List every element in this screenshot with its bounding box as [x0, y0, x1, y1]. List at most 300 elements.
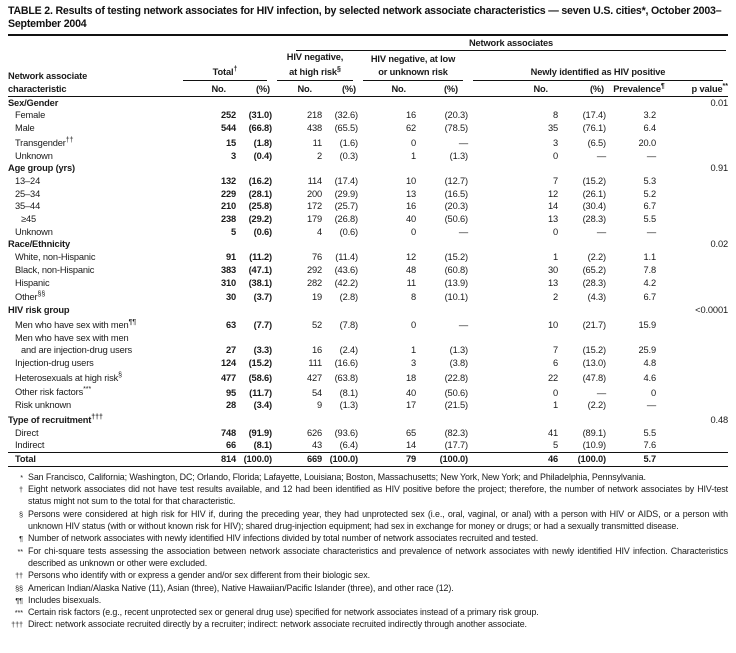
newly-pct-cell: (4.3) — [587, 292, 606, 303]
lowrisk-no-cell — [358, 412, 416, 427]
row-label: Total — [8, 453, 178, 467]
total-pct-cell: (3.3) — [253, 345, 272, 356]
lowrisk-pct-cell: — — [458, 137, 468, 148]
highrisk-pct-cell: (43.6) — [334, 264, 358, 275]
table-row — [8, 427, 728, 440]
total-pct-cell: (16.2) — [248, 175, 272, 186]
row-label: Injection-drug users — [15, 357, 94, 368]
highrisk-pct-cell: (93.6) — [334, 427, 358, 438]
highrisk-no-cell: 292 — [306, 264, 322, 275]
footnote — [8, 483, 728, 508]
footnote-text: Includes bisexuals. — [28, 594, 102, 605]
prevalence-cell: 5.2 — [643, 188, 656, 199]
footnote-text: Number of network associates with newly identified HIV infections divided by total number of network associates recruited and tested. — [28, 533, 539, 544]
footnote-marker: ††† — [11, 620, 23, 630]
lowrisk-no-cell: 3 — [410, 357, 416, 368]
newly-pct-cell: (17.4) — [582, 110, 606, 121]
highrisk-no-cell: 626 — [306, 427, 322, 438]
row-label: Sex/Gender — [8, 97, 59, 108]
pvalue-cell — [672, 188, 728, 201]
newly-pct-cell: (100.0) — [558, 453, 606, 467]
newly-pct-cell: (65.2) — [582, 264, 606, 275]
prevalence-cell — [606, 304, 672, 317]
footnote-marker: ** — [17, 546, 23, 556]
highrisk-no-cell: 427 — [306, 372, 322, 383]
group-header-row — [8, 51, 728, 81]
network-associates-span-header — [272, 37, 728, 52]
footnote — [8, 569, 728, 581]
footnote-text: Certain risk factors (e.g., recent unprotected sex or general drug use) specified for network associates instead of a primary risk group. — [28, 607, 539, 618]
spanning-header-row — [8, 37, 728, 52]
lowrisk-pct-cell: (1.3) — [449, 345, 468, 356]
newly-no-cell: 14 — [547, 201, 558, 212]
newly-no-cell: 30 — [547, 264, 558, 275]
lowrisk-pct-cell: (16.5) — [444, 188, 468, 199]
pvalue-cell — [672, 226, 728, 239]
lowrisk-pct-cell: (21.5) — [444, 400, 468, 411]
table-row — [8, 213, 728, 226]
lowrisk-pct-cell: (60.8) — [444, 264, 468, 275]
pvalue-cell — [672, 439, 728, 452]
table-title: TABLE 2. Results of testing network associates for HIV infection, by selected network associate characteristics — seven U.S. cities*, October 2003–September 2004 — [8, 5, 722, 30]
network-associates-label: Network associates — [296, 37, 726, 52]
lowrisk-no-cell: 12 — [405, 252, 416, 263]
lowrisk-no-cell: 8 — [410, 292, 416, 303]
highrisk-no-cell: 200 — [306, 188, 322, 199]
prevalence-cell: 3.2 — [643, 110, 656, 121]
row-label: Men who have sex with men¶¶ — [15, 318, 137, 330]
total-pct-cell: (8.1) — [253, 440, 272, 451]
row-label: Race/Ethnicity — [8, 239, 70, 250]
total-pct-cell: (91.9) — [248, 427, 272, 438]
lowrisk-pct-cell: (50.6) — [444, 214, 468, 225]
table-row — [8, 175, 728, 188]
lowrisk-no-cell: 14 — [405, 440, 416, 451]
table-row — [8, 357, 728, 370]
total-no-cell: 544 — [220, 123, 236, 133]
total-no-cell — [178, 332, 236, 345]
total-pct-cell: (29.2) — [248, 214, 272, 225]
total-no-cell: 229 — [220, 188, 236, 199]
total-no-cell — [178, 96, 236, 109]
footnote-marker: †† — [15, 571, 23, 581]
prevalence-cell: 4.2 — [643, 277, 656, 288]
total-pct-cell — [236, 238, 272, 251]
category-row — [8, 304, 728, 317]
pvalue-cell — [672, 399, 728, 412]
pvalue-cell — [672, 251, 728, 264]
table-row — [8, 384, 728, 399]
total-no-cell: 63 — [225, 319, 236, 330]
newly-no-header: No. — [468, 81, 558, 96]
newly-no-cell: 35 — [547, 123, 558, 133]
footnote — [8, 606, 728, 618]
newly-pct-cell — [558, 238, 606, 251]
row-label: ≥45 — [21, 214, 36, 225]
lowrisk-no-cell: 0 — [410, 319, 416, 330]
highrisk-pct-cell: (65.5) — [334, 123, 358, 133]
total-no-cell: 238 — [220, 214, 236, 225]
row-label: 25–34 — [15, 188, 41, 199]
highrisk-pct-cell — [322, 238, 358, 251]
footnote-marker: † — [19, 485, 23, 495]
total-no-cell: 91 — [225, 252, 236, 263]
newly-no-cell: 5 — [552, 440, 558, 451]
row-label: Female — [15, 110, 46, 121]
footnote — [8, 471, 728, 483]
lowrisk-pct-cell: (13.9) — [444, 277, 468, 288]
newly-no-cell: 8 — [552, 110, 558, 121]
newly-no-cell: 7 — [552, 175, 558, 186]
newly-no-cell: 0 — [552, 226, 558, 237]
highrisk-no-cell: 282 — [306, 277, 322, 288]
prevalence-cell — [606, 412, 672, 427]
prevalence-cell: 5.5 — [643, 427, 656, 438]
highrisk-no-cell: 9 — [316, 400, 322, 411]
prevalence-cell: 5.5 — [643, 214, 656, 225]
newly-pct-cell: — — [596, 226, 606, 237]
table-row — [8, 264, 728, 277]
lowrisk-pct-cell — [416, 96, 468, 109]
lowrisk-no-cell: 16 — [405, 201, 416, 212]
total-no-cell: 310 — [220, 277, 236, 288]
newly-pct-cell: (76.1) — [582, 123, 606, 133]
row-label: HIV risk group — [8, 305, 70, 316]
lowrisk-pct-cell — [416, 238, 468, 251]
pvalue-cell — [672, 277, 728, 290]
total-pct-cell — [236, 332, 272, 345]
newly-pct-cell: (10.9) — [582, 440, 606, 451]
row-label: Type of recruitment††† — [8, 413, 103, 426]
footnote-text: San Francisco, California; Washington, DC; Orlando, Florida; Lafayette, Louisiana; Boston, Massachusetts; New York, New York; and Philadelphia, Pennsylvania. — [28, 471, 646, 482]
total-pct-cell: (3.4) — [253, 400, 272, 411]
row-label: Other§§ — [15, 291, 46, 303]
lowrisk-pct-cell: (20.3) — [444, 201, 468, 212]
highrisk-no-cell: 52 — [311, 319, 322, 330]
prevalence-cell — [606, 96, 672, 109]
prevalence-cell — [606, 238, 672, 251]
total-pct-cell: (58.6) — [248, 372, 272, 383]
prevalence-cell: 5.3 — [643, 175, 656, 186]
total-pct-cell: (15.2) — [248, 357, 272, 368]
row-label: 13–24 — [15, 175, 41, 186]
total-pct-cell: (0.6) — [253, 226, 272, 237]
total-no-cell: 30 — [225, 292, 236, 303]
footnotes — [8, 471, 728, 631]
total-no-cell: 27 — [225, 345, 236, 356]
total-no-cell: 95 — [225, 387, 236, 398]
lowrisk-no-cell — [358, 304, 416, 317]
total-group-header: Total† — [178, 51, 272, 81]
newly-pct-cell — [558, 96, 606, 109]
lowrisk-no-cell: 11 — [406, 277, 416, 288]
footnote-text: For chi-square tests assessing the association between network associate characteristics and prevalence of network associates with newly identified HIV infection. Characteristics described as unknown or other were excluded. — [28, 545, 728, 568]
lowrisk-no-cell — [358, 162, 416, 175]
lowrisk-no-cell: 16 — [405, 110, 416, 121]
table-row — [8, 109, 728, 122]
highrisk-no-cell: 4 — [316, 226, 322, 237]
prevalence-cell: 20.0 — [638, 137, 656, 148]
table-row — [8, 289, 728, 304]
table-row — [8, 226, 728, 239]
footnote-marker: §§ — [15, 583, 23, 593]
table-header — [8, 37, 728, 97]
spacer-cell — [178, 37, 272, 52]
total-no-cell: 132 — [220, 175, 236, 186]
newly-no-cell: 41 — [547, 427, 558, 438]
lowrisk-pct-cell: (82.3) — [444, 427, 468, 438]
highrisk-no-cell: 43 — [311, 440, 322, 451]
total-no-cell: 210 — [220, 201, 236, 212]
highrisk-no-cell: 218 — [306, 110, 322, 121]
total-pct-cell — [236, 412, 272, 427]
highrisk-pct-cell: (26.8) — [334, 214, 358, 225]
footnote-marker: § — [19, 509, 23, 519]
total-pct-cell: (38.1) — [248, 277, 272, 288]
pvalue-cell — [672, 175, 728, 188]
lowrisk-pct-cell: — — [458, 319, 468, 330]
prevalence-cell: 0 — [650, 387, 656, 398]
newly-pct-cell — [558, 162, 606, 175]
pvalue-cell — [672, 332, 728, 345]
highrisk-no-cell — [272, 238, 322, 251]
pvalue-cell — [672, 200, 728, 213]
newly-pct-header: (%) — [558, 81, 606, 96]
highrisk-no-cell: 179 — [306, 214, 322, 225]
table-body — [8, 96, 728, 466]
footnote-text: American Indian/Alaska Native (11), Asian (three), Native Hawaiian/Pacific Islander (three), and other race (12). — [28, 582, 454, 593]
newly-pct-cell — [558, 304, 606, 317]
category-row — [8, 412, 728, 427]
newly-no-cell: 3 — [552, 137, 558, 148]
row-label: Indirect — [15, 440, 45, 451]
footnote — [8, 582, 728, 594]
pvalue-cell — [672, 213, 728, 226]
table-row — [8, 150, 728, 163]
footnote — [8, 618, 728, 630]
table-row — [8, 251, 728, 264]
newly-no-cell: 22 — [547, 372, 558, 383]
prevalence-cell: 6.4 — [643, 123, 656, 133]
prevalence-cell: 5.7 — [606, 453, 672, 467]
lowrisk-no-cell: 65 — [405, 427, 416, 438]
hiv-negative-high-risk-header: HIV negative, at high risk§ — [272, 51, 358, 81]
table-row — [8, 344, 728, 357]
row-label: Direct — [15, 427, 39, 438]
total-no-cell: 748 — [220, 427, 236, 438]
pvalue-cell — [672, 150, 728, 163]
newly-no-cell — [468, 412, 558, 427]
newly-no-cell: 0 — [552, 150, 558, 161]
table-row — [8, 399, 728, 412]
prevalence-cell: 25.9 — [638, 345, 656, 356]
lowrisk-pct-cell — [416, 304, 468, 317]
newly-pct-cell: (47.8) — [582, 372, 606, 383]
highrisk-no-cell — [272, 96, 322, 109]
highrisk-no-cell: 76 — [311, 252, 322, 263]
highrisk-no-cell — [272, 304, 322, 317]
prevalence-cell: — — [646, 150, 656, 161]
total-pct-cell: (47.1) — [248, 264, 272, 275]
prevalence-cell: 4.8 — [643, 357, 656, 368]
footnote-text: Eight network associates did not have test results available, and 12 had been identified as HIV positive before the project; therefore, the number of network associates by HIV-test status might not sum to the total for that characteristic. — [28, 484, 728, 507]
pvalue-cell: 0.02 — [710, 239, 728, 250]
prevalence-cell: 7.8 — [643, 264, 656, 275]
lowrisk-pct-cell: — — [458, 226, 468, 237]
table-row — [8, 188, 728, 201]
lowrisk-pct-cell: (12.7) — [444, 175, 468, 186]
pvalue-cell — [672, 122, 728, 135]
table-row — [8, 200, 728, 213]
lowrisk-no-cell: 18 — [405, 372, 416, 383]
row-label: Men who have sex with men — [15, 332, 129, 343]
highrisk-no-cell: 438 — [306, 123, 322, 133]
footnote-marker: ¶¶ — [15, 595, 23, 605]
total-no-header: No. — [178, 81, 236, 96]
row-label: Other risk factors*** — [15, 386, 92, 398]
newly-no-cell: 6 — [552, 357, 558, 368]
lowrisk-no-cell: 62 — [405, 123, 416, 133]
prevalence-cell — [606, 162, 672, 175]
row-label: Male — [15, 123, 35, 133]
newly-no-cell — [468, 96, 558, 109]
highrisk-pct-cell: (16.6) — [334, 357, 358, 368]
lowrisk-no-cell: 17 — [405, 400, 416, 411]
footnote-marker: * — [20, 472, 23, 482]
newly-pct-cell: (26.1) — [582, 188, 606, 199]
highrisk-pct-cell: (32.6) — [334, 110, 358, 121]
row-label: Unknown — [15, 226, 53, 237]
newly-no-cell: 12 — [547, 188, 558, 199]
highrisk-no-cell: 54 — [311, 387, 322, 398]
highrisk-pct-cell: (63.8) — [334, 372, 358, 383]
highrisk-pct-cell: (2.4) — [339, 345, 358, 356]
total-pct-cell: (66.8) — [248, 123, 272, 133]
total-pct-cell — [236, 162, 272, 175]
prevalence-cell: 1.1 — [643, 252, 656, 263]
newly-pct-cell: (2.2) — [587, 400, 606, 411]
lowrisk-no-cell — [358, 96, 416, 109]
newly-pct-cell: (15.2) — [582, 175, 606, 186]
total-pct-cell: (28.1) — [248, 188, 272, 199]
newly-no-cell: 2 — [552, 292, 558, 303]
prevalence-cell: — — [646, 226, 656, 237]
total-pct-cell: (11.7) — [249, 387, 272, 398]
pvalue-cell: 0.48 — [710, 415, 728, 426]
highrisk-no-cell: 669 — [272, 453, 322, 467]
newly-pct-cell — [558, 332, 606, 345]
total-no-cell: 814 — [178, 453, 236, 467]
row-label: Transgender†† — [15, 136, 74, 148]
total-pct-cell: (31.0) — [248, 110, 272, 121]
highrisk-no-cell — [272, 162, 322, 175]
highrisk-no-header: No. — [272, 81, 322, 96]
highrisk-no-cell: 16 — [311, 345, 322, 356]
spacer-cell — [8, 37, 178, 52]
highrisk-pct-cell: (1.6) — [339, 137, 358, 148]
prevalence-cell: 7.6 — [643, 440, 656, 451]
newly-no-cell: 13 — [547, 214, 558, 225]
lowrisk-no-cell: 1 — [410, 345, 416, 356]
lowrisk-no-cell: 10 — [405, 175, 416, 186]
lowrisk-pct-cell — [416, 412, 468, 427]
total-pct-cell: (0.4) — [253, 150, 272, 161]
lowrisk-pct-cell: (100.0) — [416, 453, 468, 467]
prevalence-cell: 15.9 — [638, 319, 656, 330]
total-no-cell: 28 — [225, 400, 236, 411]
lowrisk-no-cell — [358, 238, 416, 251]
highrisk-pct-cell — [322, 304, 358, 317]
lowrisk-pct-cell: (50.6) — [444, 387, 468, 398]
row-label: Heterosexuals at high risk§ — [15, 371, 122, 383]
newly-no-cell: 46 — [468, 453, 558, 467]
lowrisk-pct-cell: (1.3) — [449, 150, 468, 161]
highrisk-no-cell: 19 — [311, 292, 322, 303]
pvalue-cell: <0.0001 — [695, 305, 728, 316]
table-row — [8, 317, 728, 332]
characteristic-column-header: Network associate characteristic — [8, 51, 178, 96]
lowrisk-no-cell: 0 — [410, 137, 416, 148]
total-pct-cell — [236, 304, 272, 317]
highrisk-pct-cell: (1.3) — [339, 400, 358, 411]
newly-no-cell: 1 — [552, 252, 558, 263]
table-row — [8, 277, 728, 290]
total-no-cell — [178, 304, 236, 317]
highrisk-pct-cell: (17.4) — [334, 175, 358, 186]
total-pct-cell: (100.0) — [236, 453, 272, 467]
pvalue-cell — [672, 384, 728, 399]
total-pct-cell: (25.8) — [248, 201, 272, 212]
total-no-cell — [178, 162, 236, 175]
table-row — [8, 122, 728, 135]
pvalue-cell — [672, 357, 728, 370]
pvalue-cell — [672, 264, 728, 277]
newly-pct-cell: — — [596, 387, 606, 398]
newly-no-cell — [468, 238, 558, 251]
row-label: White, non-Hispanic — [15, 252, 96, 263]
category-row — [8, 162, 728, 175]
total-pct-cell: (1.8) — [253, 137, 272, 148]
lowrisk-pct-cell: (10.1) — [444, 292, 468, 303]
footnote-marker: *** — [14, 608, 23, 618]
highrisk-pct-cell: (8.1) — [339, 387, 358, 398]
highrisk-pct-cell — [322, 332, 358, 345]
highrisk-no-cell — [272, 332, 322, 345]
lowrisk-no-cell: 13 — [405, 188, 416, 199]
pvalue-cell — [672, 289, 728, 304]
total-no-cell: 66 — [225, 440, 236, 451]
row-label: Age group (yrs) — [8, 163, 75, 174]
newly-pct-cell: (28.3) — [582, 214, 606, 225]
pvalue-cell — [672, 344, 728, 357]
footnote — [8, 532, 728, 544]
highrisk-no-cell: 2 — [316, 150, 322, 161]
newly-pct-cell: (13.0) — [582, 357, 606, 368]
footnote — [8, 594, 728, 606]
total-no-cell: 124 — [220, 357, 236, 368]
pvalue-cell — [672, 370, 728, 385]
total-row — [8, 453, 728, 467]
row-label: 35–44 — [15, 201, 41, 212]
total-pct-header: (%) — [236, 81, 272, 96]
prevalence-cell: — — [646, 400, 656, 411]
lowrisk-no-cell: 0 — [410, 226, 416, 237]
pvalue-cell — [672, 109, 728, 122]
highrisk-pct-cell — [322, 96, 358, 109]
newly-pct-cell: (21.7) — [582, 319, 606, 330]
footnote-text: Persons were considered at high risk for HIV if, during the preceding year, they had unprotected sex (i.e., oral, vaginal, or anal) with a person with HIV or AIDS, or a person with unknown HIV status (with or without known risk for HIV); shared drug-injection equipment; had sex in exchange for money or drugs; or had a sexually transmitted disease. — [28, 508, 728, 532]
newly-pct-cell: (15.2) — [582, 345, 606, 356]
